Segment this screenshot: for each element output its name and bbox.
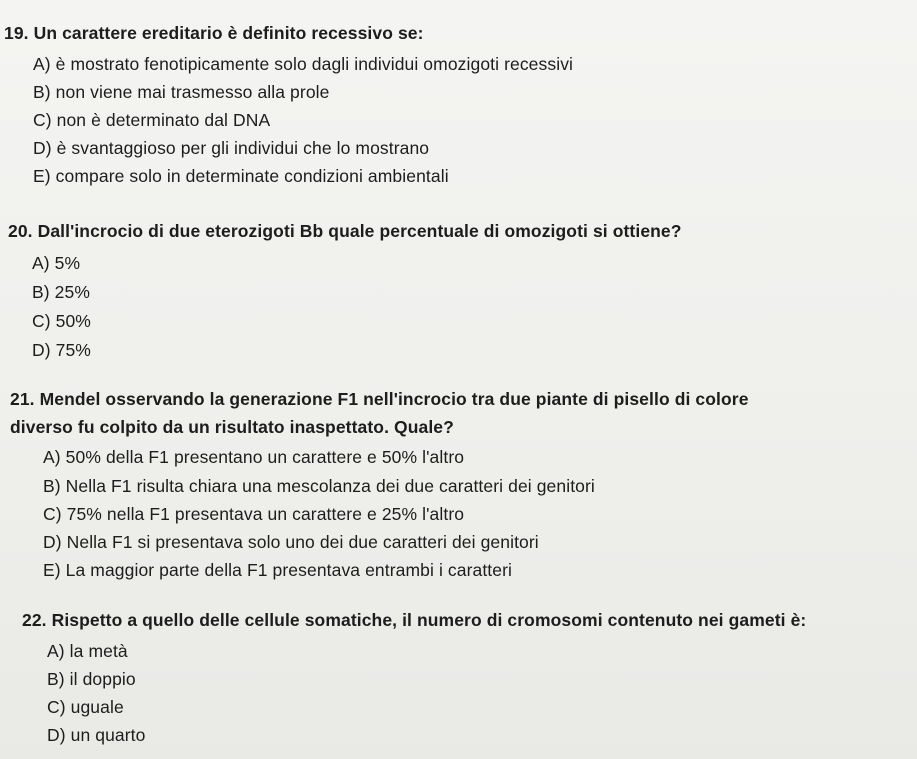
question-19-option-c: C) non è determinato dal DNA <box>33 110 271 130</box>
question-19-text: 19. Un carattere ereditario è definito recessivo se: <box>4 23 424 43</box>
question-20-option-c: C) 50% <box>32 311 91 331</box>
question-21-option-b: B) Nella F1 risulta chiara una mescolanza dei due caratteri dei genitori <box>43 476 595 496</box>
question-19-option-e: E) compare solo in determinate condizioni ambientali <box>33 166 449 186</box>
question-20-option-a: A) 5% <box>32 253 81 273</box>
question-21-option-c: C) 75% nella F1 presentava un carattere e 25% l'altro <box>43 504 465 524</box>
question-22-option-b: B) il doppio <box>47 669 136 689</box>
question-20-option-d: D) 75% <box>32 340 91 360</box>
question-20-text: 20. Dall'incrocio di due eterozigoti Bb quale percentuale di omozigoti si ottiene? <box>8 221 682 241</box>
question-21-text-line-2: diverso fu colpito da un risultato inaspettato. Quale? <box>10 417 454 437</box>
question-19-option-b: B) non viene mai trasmesso alla prole <box>33 82 330 102</box>
question-21-option-a: A) 50% della F1 presentano un carattere e 50% l'altro <box>43 447 465 467</box>
question-22-option-a: A) la metà <box>47 641 128 661</box>
question-20-option-b: B) 25% <box>32 282 90 302</box>
question-22-option-d: D) un quarto <box>47 725 146 745</box>
question-21-text-line-1: 21. Mendel osservando la generazione F1 nell'incrocio tra due piante di pisello di colore <box>10 389 749 409</box>
question-21-option-d: D) Nella F1 si presentava solo uno dei due caratteri dei genitori <box>43 532 539 552</box>
question-19-option-d: D) è svantaggioso per gli individui che lo mostrano <box>33 138 430 158</box>
question-19-option-a: A) è mostrato fenotipicamente solo dagli individui omozigoti recessivi <box>33 54 574 74</box>
question-22-option-c: C) uguale <box>47 697 124 717</box>
question-21-option-e: E) La maggior parte della F1 presentava entrambi i caratteri <box>43 560 513 580</box>
question-22-text: 22. Rispetto a quello delle cellule somatiche, il numero di cromosomi contenuto nei gameti è: <box>22 610 807 630</box>
